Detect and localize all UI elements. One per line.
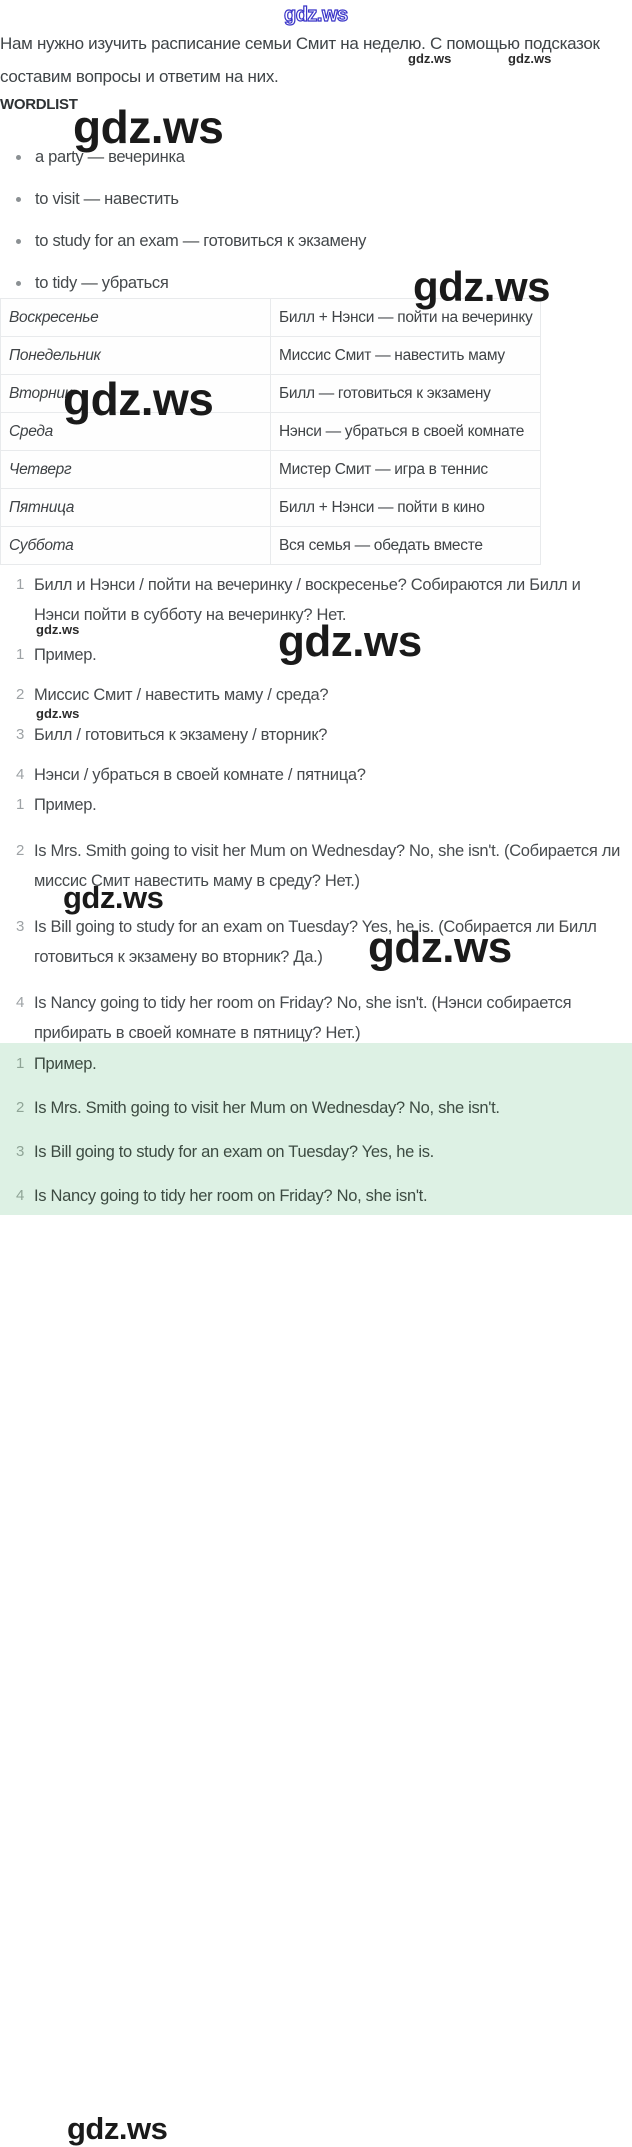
intro-paragraph: Нам нужно изучить расписание семьи Смит на неделю. С помощью подсказок составим вопросы и ответим на них. bbox=[0, 34, 600, 86]
day-cell: Среда bbox=[1, 413, 271, 451]
day-cell: Вторник bbox=[1, 375, 271, 413]
activity-cell: Мистер Смит — игра в теннис bbox=[271, 451, 541, 489]
list-item-text: Is Nancy going to tidy her room on Friday? No, she isn't. bbox=[34, 1187, 428, 1205]
day-cell: Воскресенье bbox=[1, 299, 271, 337]
list-item bbox=[0, 680, 626, 710]
list-item-number: 1 bbox=[16, 796, 25, 813]
table-row bbox=[1, 489, 541, 527]
day-cell: Четверг bbox=[1, 451, 271, 489]
list-item-text: Миссис Смит / навестить маму / среда? bbox=[34, 686, 329, 704]
bullet-icon bbox=[16, 155, 21, 160]
watermark: gdz.ws bbox=[63, 373, 214, 425]
list-item-number: 1 bbox=[16, 576, 25, 593]
list-item-number: 3 bbox=[16, 1143, 25, 1160]
list-item bbox=[0, 1181, 632, 1211]
list-item-text: Пример. bbox=[34, 796, 97, 814]
watermark-top-outline: gdz.ws bbox=[284, 4, 348, 26]
activity-cell: Нэнси — убраться в своей комнате bbox=[271, 413, 541, 451]
table-row bbox=[1, 527, 541, 565]
list-item-number: 4 bbox=[16, 994, 25, 1011]
watermark: gdz.ws bbox=[368, 923, 512, 972]
list-item bbox=[0, 720, 626, 750]
list-item-number: 2 bbox=[16, 686, 25, 703]
list-item bbox=[0, 1093, 632, 1123]
activity-cell: Миссис Смит — навестить маму bbox=[271, 337, 541, 375]
list-item bbox=[0, 912, 626, 972]
list-item-text: Билл / готовиться к экзамену / вторник? bbox=[34, 726, 328, 744]
table-row bbox=[1, 451, 541, 489]
day-cell: Пятница bbox=[1, 489, 271, 527]
list-item bbox=[0, 790, 626, 820]
watermark: gdz.ws bbox=[36, 622, 80, 637]
activity-cell: Билл — готовиться к экзамену bbox=[271, 375, 541, 413]
questions-list bbox=[0, 570, 626, 800]
list-item-number: 3 bbox=[16, 918, 25, 935]
list-item bbox=[0, 220, 600, 262]
list-item-text: Пример. bbox=[34, 1055, 97, 1073]
list-item-text: Is Bill going to study for an exam on Tuesday? Yes, he is. (Собирается ли Билл готовиться к экзамену во вторник? Да.) bbox=[34, 918, 597, 966]
wordlist-heading: WORDLIST bbox=[0, 96, 78, 113]
bullet-icon bbox=[16, 239, 21, 244]
list-item-number: 1 bbox=[16, 646, 25, 663]
list-item-text: Is Bill going to study for an exam on Tuesday? Yes, he is. bbox=[34, 1143, 434, 1161]
list-item bbox=[0, 178, 600, 220]
wordlist-item-text: to visit — навестить bbox=[35, 189, 179, 208]
bullet-icon bbox=[16, 197, 21, 202]
day-cell: Понедельник bbox=[1, 337, 271, 375]
answers-list bbox=[0, 790, 626, 1064]
list-item-number: 2 bbox=[16, 842, 25, 859]
list-item-text: Is Mrs. Smith going to visit her Mum on Wednesday? No, she isn't. (Собирается ли миссис Смит навестить маму в среду? Нет.) bbox=[34, 842, 621, 890]
watermark: gdz.ws bbox=[278, 617, 422, 666]
activity-cell: Вся семья — обедать вместе bbox=[271, 527, 541, 565]
watermark: gdz.ws bbox=[413, 263, 551, 310]
list-item-text: Билл и Нэнси / пойти на вечеринку / воскресенье? Собираются ли Билл и Нэнси пойти в субботу на вечеринку? Нет. bbox=[34, 576, 581, 624]
list-item bbox=[0, 1137, 632, 1167]
day-cell: Суббота bbox=[1, 527, 271, 565]
watermark: gdz.ws bbox=[36, 706, 80, 721]
list-item-text: Пример. bbox=[34, 646, 97, 664]
final-answers-section bbox=[0, 1043, 632, 2146]
final-answers-list bbox=[0, 1049, 632, 1211]
watermark: gdz.ws bbox=[63, 880, 164, 915]
list-item-text: Is Nancy going to tidy her room on Friday? No, she isn't. (Нэнси собирается прибирать в своей комнате в пятницу? Нет.) bbox=[34, 994, 572, 1042]
list-item-number: 2 bbox=[16, 1099, 25, 1116]
wordlist-item-text: a party — вечеринка bbox=[35, 147, 185, 166]
watermark: gdz.ws bbox=[508, 51, 552, 66]
list-item bbox=[0, 760, 626, 790]
wordlist-item-text: to study for an exam — готовиться к экзамену bbox=[35, 231, 367, 250]
table-row bbox=[1, 337, 541, 375]
list-item-number: 3 bbox=[16, 726, 25, 743]
watermark: gdz.ws bbox=[408, 51, 452, 66]
list-item-number: 1 bbox=[16, 1055, 25, 1072]
list-item bbox=[0, 1049, 632, 1079]
list-item-number: 4 bbox=[16, 1187, 25, 1204]
list-item bbox=[0, 988, 626, 1048]
list-item-number: 4 bbox=[16, 766, 25, 783]
bullet-icon bbox=[16, 281, 21, 286]
watermark: gdz.ws bbox=[73, 101, 224, 153]
wordlist-item-text: to tidy — убраться bbox=[35, 273, 169, 292]
list-item-text: Is Mrs. Smith going to visit her Mum on Wednesday? No, she isn't. bbox=[34, 1099, 500, 1117]
list-item-text: Нэнси / убраться в своей комнате / пятница? bbox=[34, 766, 366, 784]
activity-cell: Билл + Нэнси — пойти в кино bbox=[271, 489, 541, 527]
schedule-table bbox=[0, 298, 541, 565]
watermark: gdz.ws bbox=[67, 2111, 168, 2146]
activity-cell: Билл + Нэнси — пойти на вечеринку bbox=[271, 299, 541, 337]
